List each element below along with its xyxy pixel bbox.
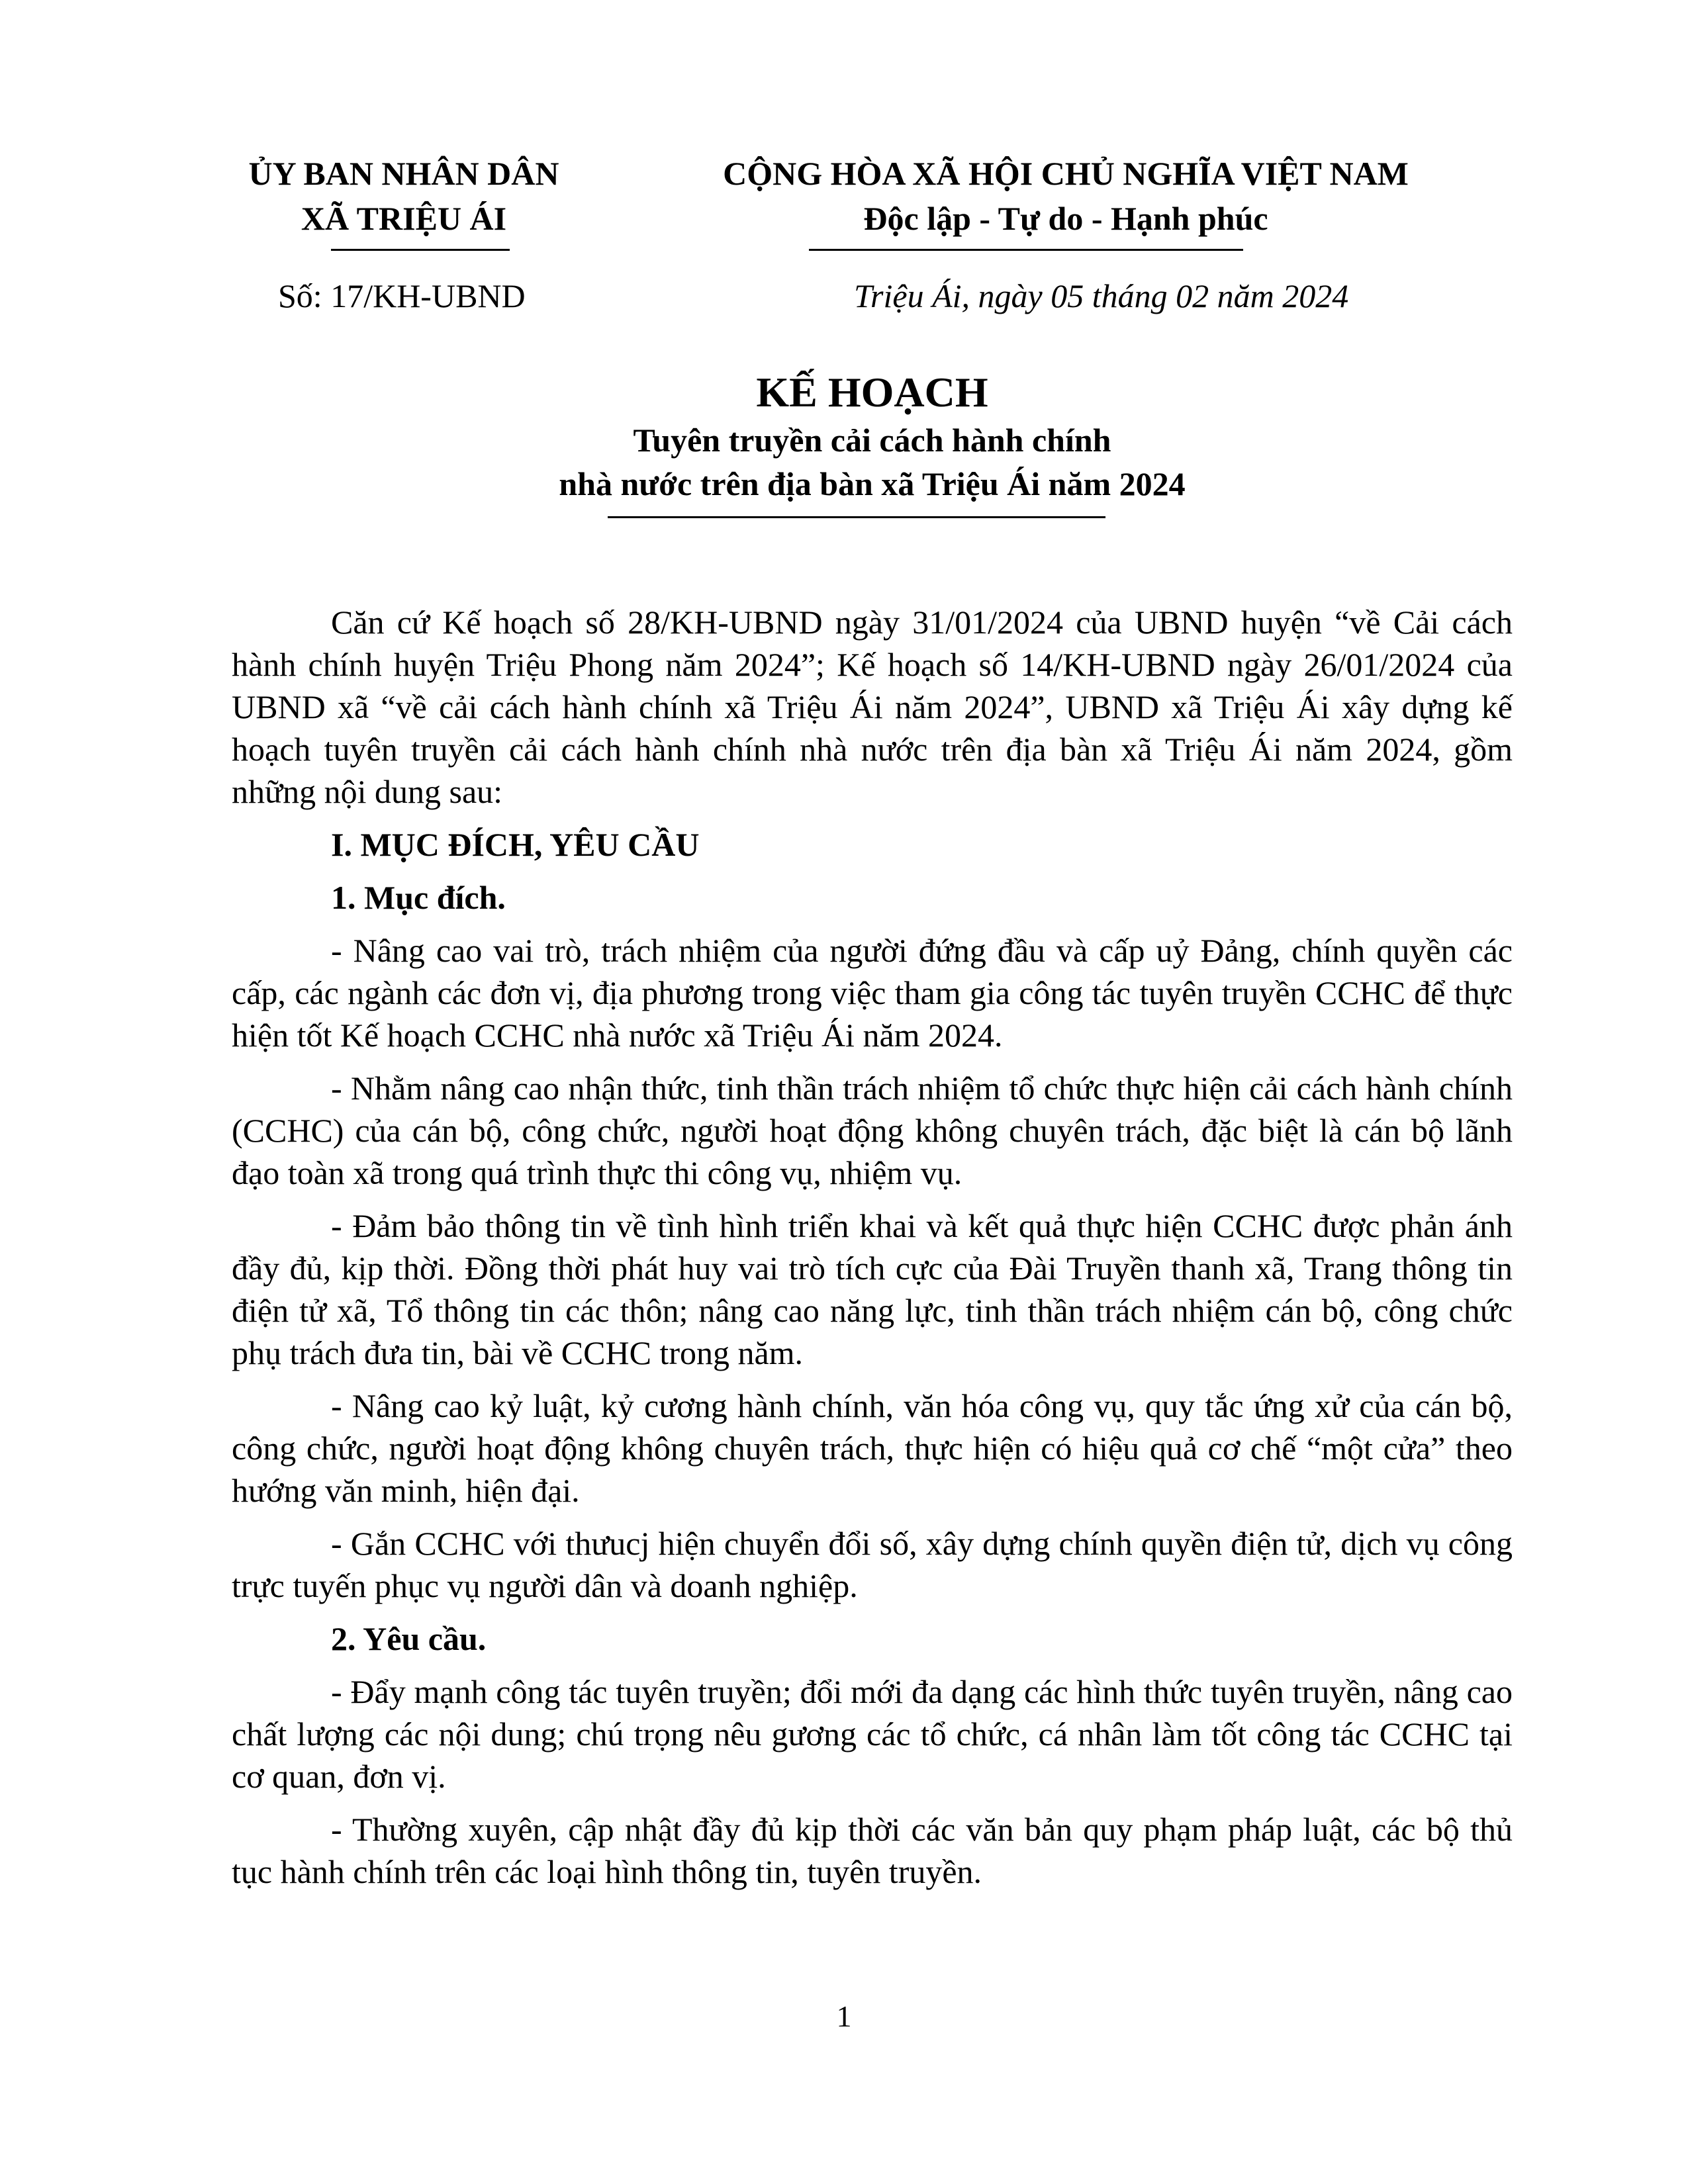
authority-underline (331, 249, 510, 251)
body-paragraph: - Nhằm nâng cao nhận thức, tinh thần trách nhiệm tổ chức thực hiện cải cách hành chính (CCHC) của cán bộ, công chức, người hoạt động không chuyên trách, đặc biệt là cán bộ lãnh đạo toàn xã trong quá trình thực thi công vụ, nhiệm vụ. (232, 1069, 1513, 1191)
national-name: CỘNG HÒA XÃ HỘI CHỦ NGHĨA VIỆT NAM (723, 155, 1409, 192)
section-heading-1: I. MỤC ĐÍCH, YÊU CẦU (331, 826, 700, 863)
subsection-purpose: 1. Mục đích. (331, 879, 506, 916)
title-underline (608, 516, 1105, 518)
body-paragraph: - Nâng cao kỷ luật, kỷ cương hành chính, văn hóa công vụ, quy tắc ứng xử của cán bộ, công chức, người hoạt động không chuyên trách, thực hiện có hiệu quả cơ chế “một cửa” theo hướng văn minh, hiện đại. (232, 1387, 1513, 1509)
issuing-authority (218, 151, 589, 241)
authority-line-2: XÃ TRIỆU ÁI (301, 200, 507, 237)
authority-line-1: ỦY BAN NHÂN DÂN (248, 155, 559, 192)
page-number: 1 (836, 1999, 852, 2033)
title-main: KẾ HOẠCH (756, 369, 988, 416)
body-paragraph: - Đẩy mạnh công tác tuyên truyền; đổi mới đa dạng các hình thức tuyên truyền, nâng cao chất lượng các nội dung; chú trọng nêu gương các tổ chức, cá nhân làm tốt công tác CCHC tại cơ quan, đơn vị. (232, 1673, 1513, 1795)
title-subtitle-2: nhà nước trên địa bàn xã Triệu Ái năm 2024 (559, 465, 1186, 502)
title-subtitle-1: Tuyên truyền cải cách hành chính (633, 422, 1111, 459)
national-motto (675, 151, 1456, 241)
motto-underline (809, 249, 1243, 251)
place-and-date: Triệu Ái, ngày 05 tháng 02 năm 2024 (854, 277, 1349, 314)
body-paragraph: - Nâng cao vai trò, trách nhiệm của người đứng đầu và cấp uỷ Đảng, chính quyền các cấp, các ngành các đơn vị, địa phương trong việc tham gia công tác tuyên truyền CCHC để thực hiện tốt Kế hoạch CCHC nhà nước xã Triệu Ái năm 2024. (232, 932, 1513, 1054)
body-paragraph: - Thường xuyên, cập nhật đầy đủ kịp thời các văn bản quy phạm pháp luật, các bộ thủ tục hành chính trên các loại hình thông tin, tuyên truyền. (232, 1811, 1513, 1890)
document-body (232, 601, 1513, 1903)
document-number: Số: 17/KH-UBND (278, 277, 526, 314)
intro-paragraph: Căn cứ Kế hoạch số 28/KH-UBND ngày 31/01/2024 của UBND huyện “về Cải cách hành chính huyện Triệu Phong năm 2024”; Kế hoạch số 14/KH-UBND ngày 26/01/2024 của UBND xã “về cải cách hành chính xã Triệu Ái năm 2024”, UBND xã Triệu Ái xây dựng kế hoạch tuyên truyền cải cách hành chính nhà nước trên địa bàn xã Triệu Ái năm 2024, gồm những nội dung sau: (232, 604, 1513, 810)
motto: Độc lập - Tự do - Hạnh phúc (863, 200, 1268, 237)
document-title (232, 368, 1513, 506)
subsection-requirements: 2. Yêu cầu. (331, 1620, 487, 1657)
body-paragraph: - Đảm bảo thông tin về tình hình triển khai và kết quả thực hiện CCHC được phản ánh đầy đủ, kịp thời. Đồng thời phát huy vai trò tích cực của Đài Truyền thanh xã, Trang thông tin điện tử xã, Tổ thông tin các thôn; nâng cao năng lực, tinh thần trách nhiệm cán bộ, công chức phụ trách đưa tin, bài về CCHC trong năm. (232, 1207, 1513, 1371)
body-paragraph: - Gắn CCHC với thưucj hiện chuyển đổi số, xây dựng chính quyền điện tử, dịch vụ công trực tuyến phục vụ người dân và doanh nghiệp. (232, 1525, 1513, 1604)
